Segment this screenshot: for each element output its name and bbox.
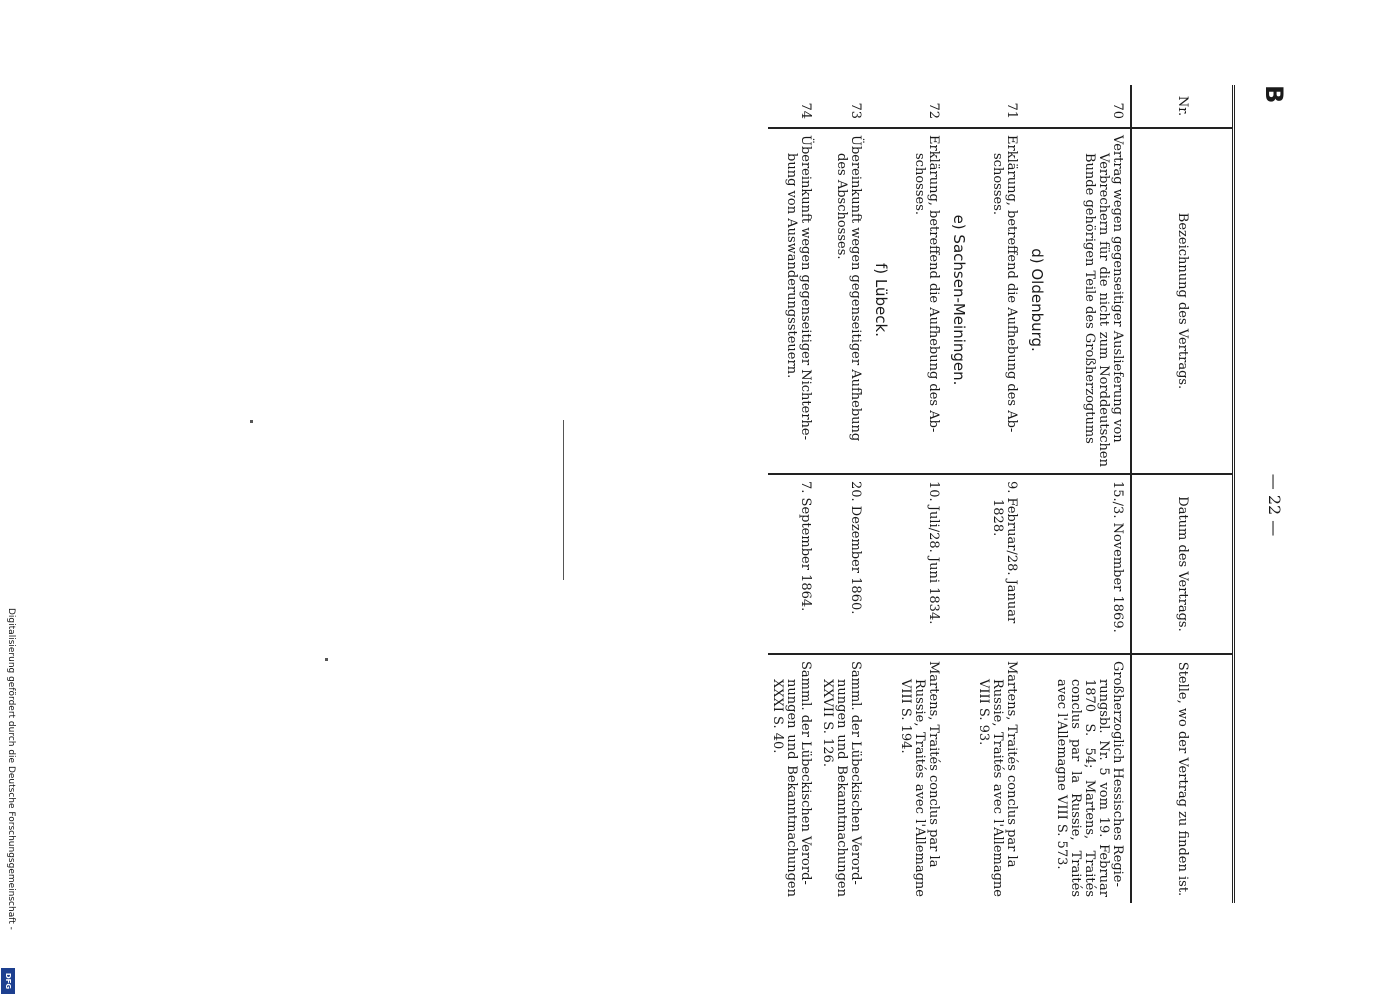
treaty-date: 20. Dezember 1860. bbox=[848, 481, 863, 615]
treaty-date bbox=[974, 473, 1024, 653]
top-double-rule bbox=[1232, 85, 1235, 903]
designation-line: Erklärung, betreffend die Aufhebung des Ab- bbox=[926, 135, 941, 433]
treaty-designation bbox=[818, 127, 868, 473]
section-heading-row bbox=[946, 85, 974, 903]
reference-line: Martens, Traités conclus par la bbox=[1004, 661, 1019, 868]
dfg-logo-text: DFG bbox=[4, 972, 12, 990]
treaty-date: 10. Juli/28. Juni 1834. bbox=[926, 481, 941, 625]
section-heading: d) Oldenburg. bbox=[1028, 248, 1046, 352]
table-header-row bbox=[1130, 85, 1232, 903]
page-header bbox=[1250, 85, 1290, 905]
column-header-date: Datum des Vertrags. bbox=[1132, 473, 1232, 653]
treaty-reference bbox=[974, 653, 1024, 903]
treaty-table bbox=[768, 85, 1235, 903]
treaty-reference bbox=[818, 653, 868, 903]
treaty-designation bbox=[896, 127, 946, 473]
column-divider bbox=[768, 473, 1130, 475]
treaty-reference bbox=[768, 653, 818, 903]
reference-line: Samml. der Lübeckischen Verord- bbox=[848, 661, 863, 885]
column-header-designation: Bezeichnung des Vertrags. bbox=[1132, 127, 1232, 473]
date-line: 9. Februar/28. Januar bbox=[1004, 481, 1019, 624]
row-number: 70 bbox=[1110, 102, 1125, 119]
designation-line: Vertrag wegen gegenseitiger Auslieferung von bbox=[1110, 135, 1125, 443]
section-heading-row bbox=[868, 85, 896, 903]
designation-continuation: schosses. bbox=[990, 153, 1005, 215]
section-heading: f) Lübeck. bbox=[872, 263, 890, 337]
page-number: — 22 — bbox=[1265, 473, 1284, 537]
column-divider bbox=[768, 653, 1130, 655]
dfg-logo bbox=[1, 968, 15, 994]
designation-continuation: schosses. bbox=[912, 153, 927, 215]
treaty-reference bbox=[1052, 653, 1130, 903]
designation-continuation: des Abschosses. bbox=[834, 153, 849, 260]
row-number: 71 bbox=[1004, 102, 1019, 119]
designation-continuation: bung von Auswanderungssteuern. bbox=[784, 153, 799, 379]
treaty-date: 7. September 1864. bbox=[798, 481, 813, 612]
reference-continuation: Russie, Traités avec l'Allemagne VIII S. 93. bbox=[976, 679, 1005, 897]
row-number: 73 bbox=[848, 102, 863, 119]
scan-artifact-dot bbox=[325, 658, 328, 661]
scanned-page bbox=[590, 85, 1290, 905]
column-header-reference: Stelle, wo der Vertrag zu finden ist. bbox=[1132, 653, 1232, 903]
date-continuation: 1828. bbox=[990, 499, 1005, 537]
section-letter: B bbox=[1260, 85, 1288, 104]
section-heading: e) Sachsen-Meiningen. bbox=[950, 214, 968, 386]
designation-line: Übereinkunft wegen gegenseitiger Aufhebung bbox=[848, 135, 863, 442]
designation-line: Erklärung, betreffend die Aufhebung des Ab- bbox=[1004, 135, 1019, 433]
row-number: 72 bbox=[926, 102, 941, 119]
reference-continuation: Russie, Traités avec l'Allemagne VIII S. 194. bbox=[898, 679, 927, 897]
treaty-date: 15./3. November 1869. bbox=[1110, 481, 1125, 633]
reference-continuation: nungen und Bekanntmachungen XXXI S. 40. bbox=[770, 679, 799, 897]
column-divider bbox=[768, 127, 1130, 129]
reference-continuation: nungen und Bekanntmachungen XXVII S. 126. bbox=[820, 679, 849, 897]
row-number: 74 bbox=[798, 102, 813, 119]
table-body bbox=[768, 85, 1130, 903]
designation-continuation: Verbrechern für die nicht zum Norddeutschen Bunde gehörigen Teile des Großherzogtums bbox=[1082, 153, 1111, 467]
section-heading-row bbox=[1024, 85, 1052, 903]
reference-continuation: rungsbl. Nr. 5 vom 19. Februar 1870 S. 54; Martens, Traités conclus par la Russie, Traités avec l'Allemagne VIII S. 573. bbox=[1054, 679, 1111, 897]
reference-line: Großherzoglich Hessisches Regie- bbox=[1110, 661, 1125, 887]
reference-line: Martens, Traités conclus par la bbox=[926, 661, 941, 868]
designation-line: Übereinkunft wegen gegenseitiger Nichterhe- bbox=[798, 135, 813, 440]
treaty-designation bbox=[1052, 127, 1130, 473]
treaty-designation bbox=[974, 127, 1024, 473]
treaty-reference bbox=[896, 653, 946, 903]
scan-artifact-line bbox=[563, 420, 564, 580]
column-header-nr: Nr. bbox=[1175, 95, 1191, 117]
treaty-designation bbox=[768, 127, 818, 473]
scan-artifact-dot bbox=[250, 420, 253, 423]
reference-line: Samml. der Lübeckischen Verord- bbox=[798, 661, 813, 885]
funding-note: Digitalisierung gefördert durch die Deutsche Forschungsgemeinschaft - bbox=[6, 608, 16, 930]
